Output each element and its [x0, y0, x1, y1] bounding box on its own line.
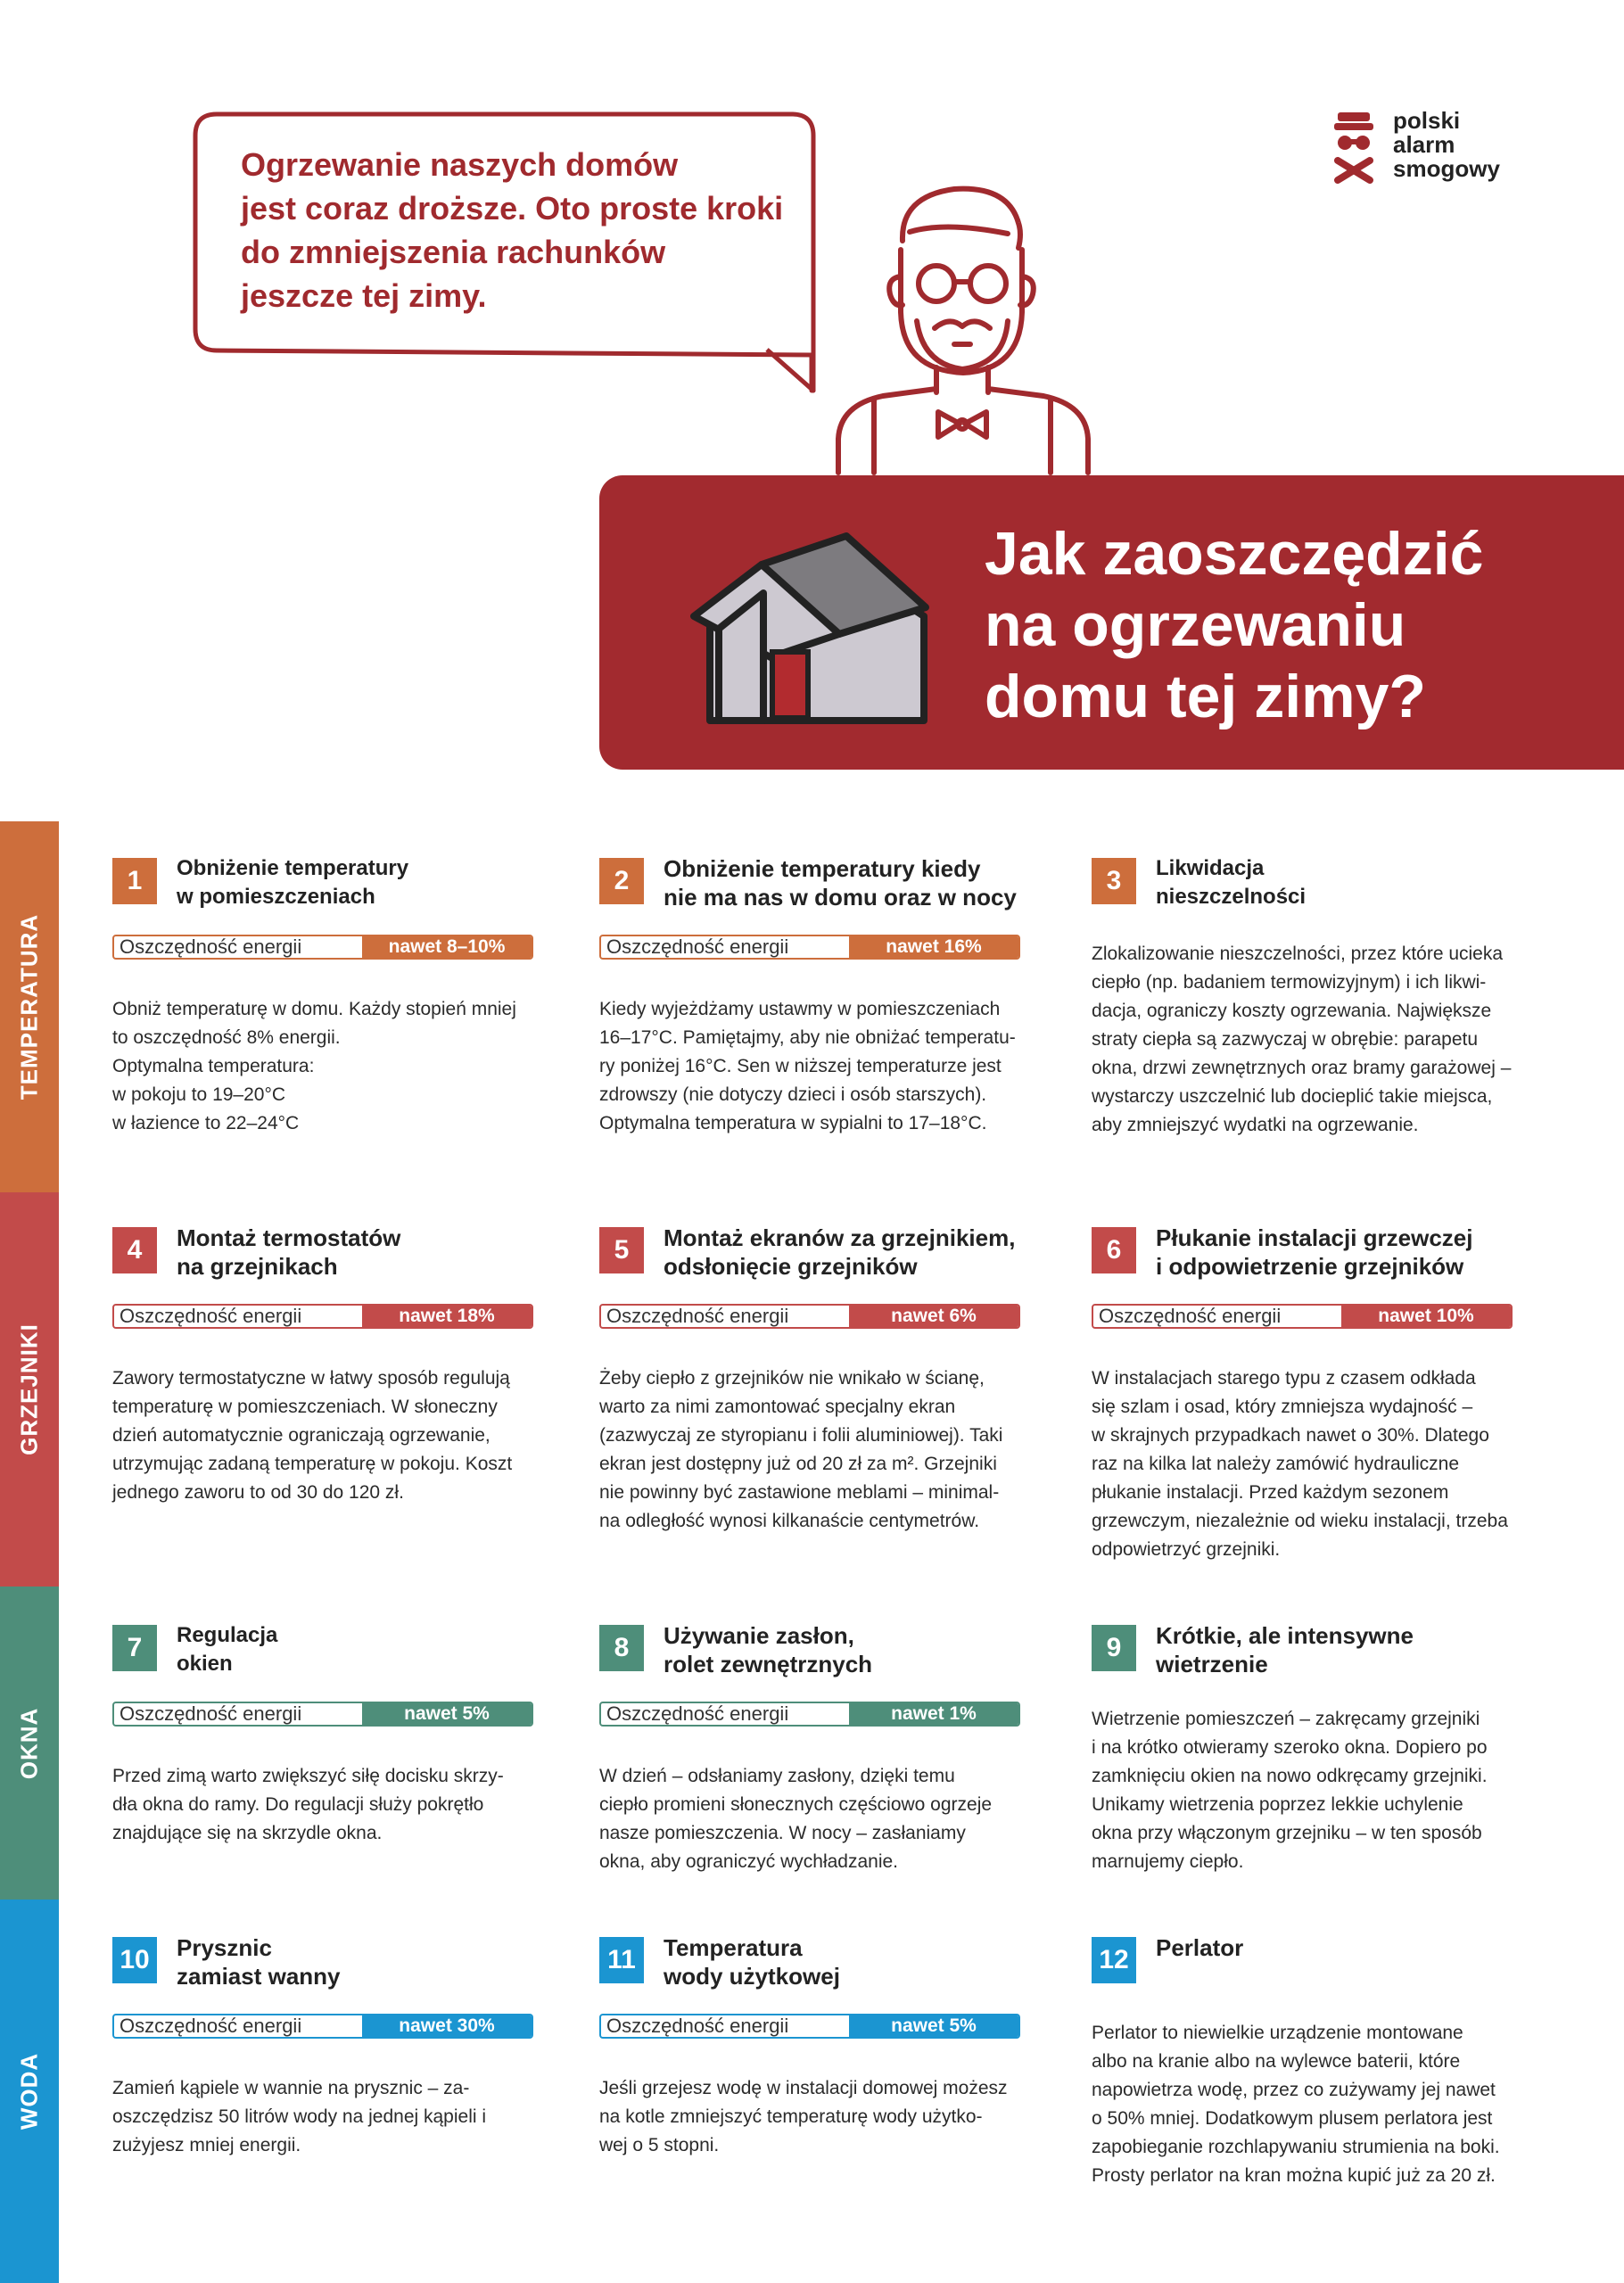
tip-number: 6: [1092, 1227, 1136, 1273]
tip-title-line: Perlator: [1156, 1934, 1244, 1961]
tip-title-line: Regulacja: [177, 1623, 278, 1647]
tip-body-line: utrzymując zadaną temperaturę w pokoju. Koszt: [112, 1454, 513, 1474]
section-label: GRZEJNIKI: [15, 1323, 43, 1455]
logo-text: [1393, 109, 1500, 181]
tip-body-line: Optymalna temperatura:: [112, 1056, 315, 1076]
tip-title-line: okien: [177, 1652, 233, 1676]
tip-title-line: Likwidacja: [1156, 856, 1265, 880]
tip-body: [1092, 2019, 1500, 2190]
hero-title-line: domu tej zimy?: [985, 663, 1426, 730]
tip-body-line: Optymalna temperatura w sypialni to 17–18°C.: [599, 1113, 987, 1133]
tip-number: 9: [1092, 1625, 1136, 1671]
tip-title: [1156, 1621, 1414, 1678]
tip-title: [664, 1621, 872, 1678]
logo-line: alarm: [1393, 131, 1455, 158]
tip-title-line: i odpowietrzenie grzejników: [1156, 1253, 1464, 1280]
savings-value: nawet 6%: [849, 1306, 1018, 1327]
tip-body: [1092, 1364, 1508, 1564]
savings-value: nawet 8–10%: [362, 936, 532, 958]
tip-body-line: znajdujące się na skrzydle okna.: [112, 1823, 383, 1843]
bubble-line: jeszcze tej zimy.: [241, 277, 487, 314]
savings-label: Oszczędność energii: [1099, 1305, 1282, 1327]
savings-bar: [112, 935, 533, 960]
man-illustration: [829, 178, 1097, 482]
tip-number: 3: [1092, 858, 1136, 904]
tip-title-line: Prysznic: [177, 1934, 272, 1961]
tip-body: [599, 1762, 992, 1876]
tip-body-line: na kotle zmniejszyć temperaturę wody użytko-: [599, 2106, 983, 2127]
bubble-line: Ogrzewanie naszych domów: [241, 146, 679, 183]
tip-number: 4: [112, 1227, 157, 1273]
tip-body-line: zdrowszy (nie dotyczy dzieci i osób starszych).: [599, 1084, 987, 1105]
savings-label: Oszczędność energii: [606, 1305, 789, 1327]
tip-body-line: nasze pomieszczenia. W nocy – zasłaniamy: [599, 1823, 966, 1843]
tip-body-line: raz na kilka lat należy zamówić hydrauliczne: [1092, 1454, 1460, 1474]
tip-body-line: płukanie instalacji. Przed każdym sezonem: [1092, 1482, 1449, 1503]
savings-value: nawet 16%: [849, 936, 1018, 958]
tip-body-line: się szlam i osad, który zmniejsza wydajność –: [1092, 1397, 1473, 1417]
savings-value: nawet 5%: [849, 2015, 1018, 2037]
tip-body-line: Obniż temperaturę w domu. Każdy stopień mniej: [112, 999, 516, 1019]
tip-title-line: Obniżenie temperatury: [177, 856, 409, 880]
section-label: TEMPERATURA: [15, 913, 43, 1100]
tip-body-line: Prosty perlator na kran można kupić już za 20 zł.: [1092, 2165, 1496, 2186]
tip-number: 7: [112, 1625, 157, 1671]
tip-title: [177, 1933, 341, 1990]
tip-number: 8: [599, 1625, 644, 1671]
tip-title: [177, 854, 408, 911]
tip-body-line: wej o 5 stopni.: [599, 2135, 720, 2155]
tip-title: [1156, 1933, 1243, 1962]
tip-number: 5: [599, 1227, 644, 1273]
tip-body: [112, 995, 516, 1138]
bubble-text: [241, 143, 794, 317]
section-band-temperatura: [0, 821, 59, 1192]
tip-title-line: nie ma nas w domu oraz w nocy: [664, 884, 1017, 911]
tip-body-line: okna, drzwi zewnętrznych oraz bramy garażowej –: [1092, 1058, 1512, 1078]
tip-body-line: Jeśli grzejesz wodę w instalacji domowej możesz: [599, 2078, 1008, 2098]
tip-title-line: odsłonięcie grzejników: [664, 1253, 918, 1280]
hero-title-line: Jak zaoszczędzić: [985, 520, 1484, 588]
tip-title-line: zamiast wanny: [177, 1963, 341, 1990]
tip-title-line: Temperatura: [664, 1934, 803, 1961]
logo-mark-icon: [1329, 109, 1379, 184]
savings-label: Oszczędność energii: [606, 1702, 789, 1725]
tip-body-line: W instalacjach starego typu z czasem odkłada: [1092, 1368, 1476, 1389]
tip-number: 1: [112, 858, 157, 904]
savings-bar: [599, 1304, 1020, 1329]
tip-body: [599, 995, 1016, 1138]
tip-title-line: Używanie zasłon,: [664, 1622, 854, 1649]
tip-title: [177, 1621, 277, 1678]
tip-body-line: grzewczym, niezależnie od wieku instalacji, trzeba: [1092, 1511, 1508, 1531]
bubble-line: do zmniejszenia rachunków: [241, 234, 666, 270]
tip-title-line: Montaż ekranów za grzejnikiem,: [664, 1224, 1016, 1251]
savings-value: nawet 10%: [1341, 1306, 1511, 1327]
tip-body-line: odpowietrzyć grzejniki.: [1092, 1539, 1281, 1560]
savings-label: Oszczędność energii: [120, 1702, 302, 1725]
tip-body-line: W dzień – odsłaniamy zasłony, dzięki temu: [599, 1766, 955, 1786]
tip-body-line: i na krótko otwieramy szeroko okna. Dopiero po: [1092, 1737, 1488, 1758]
savings-label: Oszczędność energii: [606, 2015, 789, 2037]
tip-title-line: Obniżenie temperatury kiedy: [664, 855, 981, 882]
section-label: WODA: [15, 2052, 43, 2131]
savings-label: Oszczędność energii: [120, 1305, 302, 1327]
tip-body-line: zamknięciu okien na nowo odkręcamy grzejniki.: [1092, 1766, 1488, 1786]
tip-body: [599, 2074, 1008, 2160]
savings-bar: [599, 935, 1020, 960]
tip-body-line: na odległość wynosi kilkanaście centymetrów.: [599, 1511, 980, 1531]
tip-title: [664, 1933, 840, 1990]
savings-bar: [112, 1702, 533, 1727]
hero-title-line: na ogrzewaniu: [985, 591, 1406, 659]
tip-body-line: temperaturę w pomieszczeniach. W słoneczny: [112, 1397, 498, 1417]
tip-body: [599, 1364, 1002, 1536]
hero-banner: [599, 475, 1624, 770]
section-band-okna: [0, 1587, 59, 1900]
section-label: OKNA: [15, 1707, 43, 1779]
tip-title-line: wietrzenie: [1156, 1651, 1268, 1677]
tip-body-line: oszczędzisz 50 litrów wody na jednej kąpieli i: [112, 2106, 487, 2127]
tip-body-line: aby zmniejszyć wydatki na ogrzewanie.: [1092, 1115, 1419, 1135]
tip-title: [664, 854, 1017, 911]
tip-body-line: albo na kranie albo na wylewce baterii, które: [1092, 2051, 1461, 2072]
savings-bar: [112, 1304, 533, 1329]
tip-title-line: Płukanie instalacji grzewczej: [1156, 1224, 1473, 1251]
tip-title-line: na grzejnikach: [177, 1253, 338, 1280]
tip-title-line: w pomieszczeniach: [177, 885, 375, 909]
tip-body-line: zapobieganie rozchlapywaniu strumienia na boki.: [1092, 2137, 1500, 2157]
tip-title: [177, 1224, 400, 1281]
savings-value: nawet 1%: [849, 1703, 1018, 1725]
house-icon: [683, 520, 942, 725]
tip-body-line: nie powinny być zastawione meblami – minimal-: [599, 1482, 1000, 1503]
tip-title-line: wody użytkowej: [664, 1963, 840, 1990]
tip-body-line: w skrajnych przypadkach nawet o 30%. Dlatego: [1092, 1425, 1489, 1446]
tip-body-line: zużyjesz mniej energii.: [112, 2135, 301, 2155]
tip-body-line: Unikamy wietrzenia poprzez lekkie uchylenie: [1092, 1794, 1463, 1815]
savings-value: nawet 18%: [362, 1306, 532, 1327]
tip-body-line: ciepło promieni słonecznych częściowo ogrzeje: [599, 1794, 993, 1815]
tip-body-line: w pokoju to 19–20°C: [112, 1084, 286, 1105]
savings-label: Oszczędność energii: [120, 935, 302, 958]
tip-body-line: Przed zimą warto zwiększyć siłę docisku skrzy-: [112, 1766, 504, 1786]
tip-body-line: straty ciepła są zazwyczaj w obrębie: parapetu: [1092, 1029, 1479, 1050]
tip-body: [112, 2074, 486, 2160]
savings-label: Oszczędność energii: [120, 2015, 302, 2037]
tip-body-line: jednego zaworu to od 30 do 120 zł.: [112, 1482, 404, 1503]
savings-value: nawet 30%: [362, 2015, 532, 2037]
tip-body-line: ciepło (np. badaniem termowizyjnym) i ich likwi-: [1092, 972, 1487, 993]
savings-bar: [599, 2014, 1020, 2039]
tip-title-line: rolet zewnętrznych: [664, 1651, 873, 1677]
tip-number: 11: [599, 1937, 644, 1983]
tip-body-line: to oszczędność 8% energii.: [112, 1027, 341, 1048]
hero-title: [985, 518, 1483, 732]
tip-body: [1092, 1705, 1488, 1876]
savings-bar: [599, 1702, 1020, 1727]
tip-body-line: Perlator to niewielkie urządzenie montowane: [1092, 2023, 1463, 2043]
tip-body-line: marnujemy ciepło.: [1092, 1851, 1244, 1872]
tip-body-line: Zamień kąpiele w wannie na prysznic – za-: [112, 2078, 470, 2098]
tip-title: [1156, 1224, 1472, 1281]
savings-label: Oszczędność energii: [606, 935, 789, 958]
tip-number: 12: [1092, 1937, 1136, 1983]
tip-body-line: wystarczy uszczelnić lub docieplić takie miejsca,: [1092, 1086, 1493, 1107]
savings-value: nawet 5%: [362, 1703, 532, 1725]
tip-body-line: Wietrzenie pomieszczeń – zakręcamy grzejniki: [1092, 1709, 1480, 1729]
logo-line: polski: [1393, 107, 1461, 134]
tip-body-line: Kiedy wyjeżdżamy ustawmy w pomieszczeniach: [599, 999, 1001, 1019]
tip-body-line: okna przy włączonym grzejniku – w ten sposób: [1092, 1823, 1482, 1843]
savings-bar: [1092, 1304, 1513, 1329]
tip-body: [1092, 940, 1511, 1140]
tip-title: [1156, 854, 1306, 911]
tip-body-line: dzień automatycznie ograniczają ogrzewanie,: [112, 1425, 490, 1446]
tip-body: [112, 1762, 504, 1848]
tip-body: [112, 1364, 512, 1507]
tip-title: [664, 1224, 1015, 1281]
tip-body-line: o 50% mniej. Dodatkowym plusem perlatora jest: [1092, 2108, 1493, 2129]
tip-body-line: napowietrza wodę, przez co zużywamy jej nawet: [1092, 2080, 1496, 2100]
tip-body-line: ekran jest dostępny już od 20 zł za m². Grzejniki: [599, 1454, 997, 1474]
tip-body-line: (zazwyczaj ze styropianu i folii aluminiowej). Taki: [599, 1425, 1003, 1446]
tip-title-line: nieszczelności: [1156, 885, 1307, 909]
logo-line: smogowy: [1393, 155, 1500, 182]
tip-body-line: okna, aby ograniczyć wychładzanie.: [599, 1851, 899, 1872]
tip-body-line: dła okna do ramy. Do regulacji służy pokrętło: [112, 1794, 484, 1815]
tip-body-line: Żeby ciepło z grzejników nie wnikało w ścianę,: [599, 1368, 985, 1389]
bubble-line: jest coraz droższe. Oto proste kroki: [241, 190, 784, 227]
tip-body-line: warto za nimi zamontować specjalny ekran: [599, 1397, 956, 1417]
tip-body-line: dacja, ograniczy koszty ogrzewania. Największe: [1092, 1001, 1492, 1021]
savings-bar: [112, 2014, 533, 2039]
tip-number: 10: [112, 1937, 157, 1983]
section-band-woda: [0, 1900, 59, 2283]
tip-number: 2: [599, 858, 644, 904]
tip-title-line: Krótkie, ale intensywne: [1156, 1622, 1414, 1649]
tip-body-line: 16–17°C. Pamiętajmy, aby nie obniżać temperatu-: [599, 1027, 1016, 1048]
tip-title-line: Montaż termostatów: [177, 1224, 401, 1251]
tip-body-line: w łazience to 22–24°C: [112, 1113, 300, 1133]
tip-body-line: Zlokalizowanie nieszczelności, przez które ucieka: [1092, 944, 1504, 964]
section-band-grzejniki: [0, 1192, 59, 1587]
tip-body-line: ry poniżej 16°C. Sen w niższej temperaturze jest: [599, 1056, 1002, 1076]
tip-body-line: Zawory termostatyczne w łatwy sposób regulują: [112, 1368, 510, 1389]
